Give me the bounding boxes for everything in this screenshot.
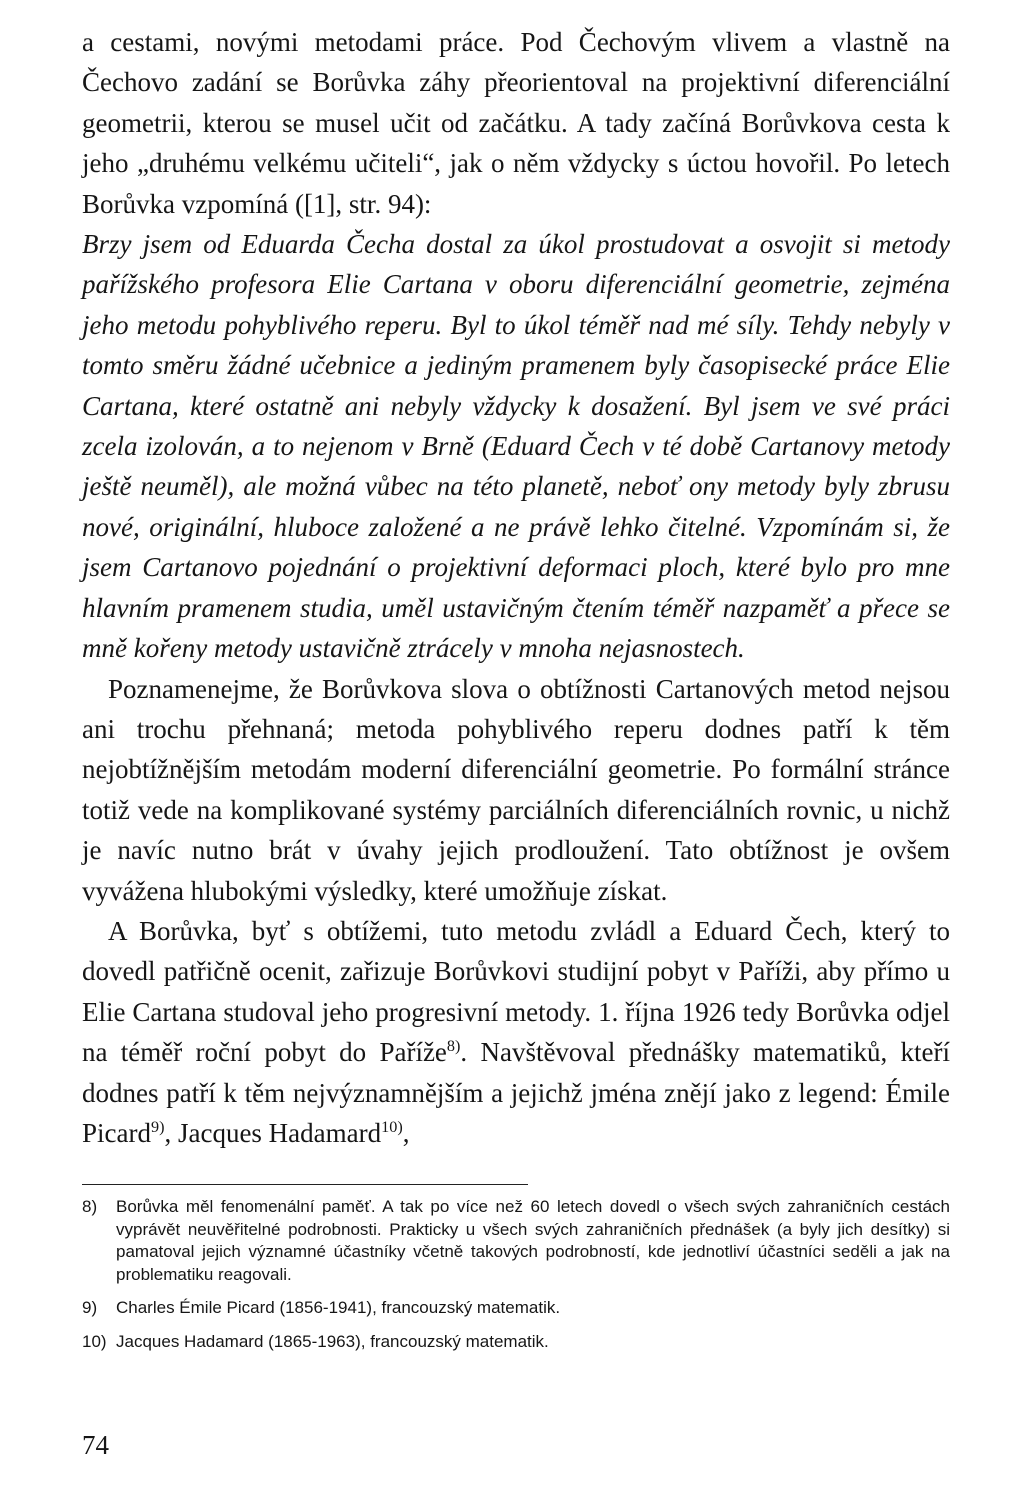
footnote-9 xyxy=(82,1297,950,1320)
footnotes xyxy=(82,1196,950,1364)
paragraph-paris-text-4: , xyxy=(402,1117,410,1148)
quotation-boruvka: Brzy jsem od Eduarda Čecha dostal za úkol prostudovat a osvojit si metody pařížského profesora Elie Cartana v oboru diferenciální geometrie, zejména jeho metodu pohyblivého reperu. Byl to úkol téměř nad mé síly. Tehdy nebyly v tomto směru žádné učebnice a jediným pramenem byly časopisecké práce Elie Cartana, které ostatně ani nebyly vždycky k dosažení. Byl jsem ve své práci zcela izolován, a to nejenom v Brně (Eduard Čech v té době Cartanovy metody ještě neuměl), ale možná vůbec na této planetě, neboť ony metody byly zbrusu nové, originální, hluboce založené a ne právě lehko čitelné. Vzpomínám si, že jsem Cartanovo pojednání o projektivní deformaci ploch, které bylo pro mne hlavním pramenem studia, uměl ustavičným čtením téměř nazpaměť a přece se mně kořeny metody ustavičně ztrácely v mnoha nejasnostech. xyxy=(82,229,950,664)
paragraph-paris-text-3: , Jacques Hadamard xyxy=(164,1117,382,1148)
footnote-10 xyxy=(82,1331,950,1354)
paragraph-commentary: Poznamenejme, že Borůvkova slova o obtížnosti Cartanových metod nejsou ani trochu přehnaná; metoda pohyblivého reperu dodnes patří k těm nejobtížnějším metodám moderní diferenciální geometrie. Po formální stránce totiž vede na komplikované systémy parciálních diferenciálních rovnic, u nichž je navíc nutno brát v úvahy jejich prodloužení. Tato obtížnost je ovšem vyvážena hlubokými výsledky, které umožňuje získat. xyxy=(82,673,950,906)
paragraph-paris xyxy=(82,911,950,1153)
page-number: 74 xyxy=(82,1430,109,1460)
footnote-text: Jacques Hadamard (1865-1963), francouzský matematik. xyxy=(116,1331,549,1351)
paragraph-intro: a cestami, novými metodami práce. Pod Čechovým vlivem a vlastně na Čechovo zadání se Borůvka záhy přeorientoval na projektivní diferenciální geometrii, kterou se musel učit od začátku. A tady začíná Borůvkova cesta k jeho „druhému velkému učiteli“, jak o něm vždycky s úctou hovořil. Po letech Borůvka vzpomíná ([1], str. 94): xyxy=(82,27,950,219)
footnote-8 xyxy=(82,1196,950,1286)
footnote-number: 8) xyxy=(82,1197,98,1216)
footnote-divider xyxy=(82,1184,528,1185)
footnote-text: Borůvka měl fenomenální paměť. A tak po více než 60 letech dovedl o všech svých zahraničních cestách vyprávět neuvěřitelné podrobnosti. Prakticky u všech svých zahraničních přednášek (a byly jich desítky) si pamatoval jejich významné účastníky včetně takových podrobností, kde jednotliví účastníci seděli a jak na problematiku reagovali. xyxy=(116,1197,950,1284)
footnote-ref-9: 9) xyxy=(150,1117,165,1136)
main-text xyxy=(82,22,950,1153)
footnote-number: 10) xyxy=(82,1331,107,1351)
footnote-ref-8: 8) xyxy=(446,1037,461,1056)
footnote-ref-10: 10) xyxy=(381,1117,403,1136)
paragraph-paris-text-1: A Borůvka, byť s obtížemi, tuto metodu zvládl a Eduard Čech, který to dovedl patřičně ocenit, zařizuje Borůvkovi studijní pobyt v Paříži, aby přímo u Elie Cartana studoval jeho progresivní metody. 1. října 1926 tedy Borůvka odjel na téměř roční pobyt do Paříže xyxy=(82,915,950,1068)
paragraph-paris-text-2: . Navštěvoval přednášky matematiků, kteří dodnes patří k těm nejvýznamnějším a jejichž jména znějí jako z legend: Émile Picard xyxy=(82,1037,950,1148)
footnote-number: 9) xyxy=(82,1298,98,1317)
footnote-text: Charles Émile Picard (1856-1941), francouzský matematik. xyxy=(116,1298,561,1317)
